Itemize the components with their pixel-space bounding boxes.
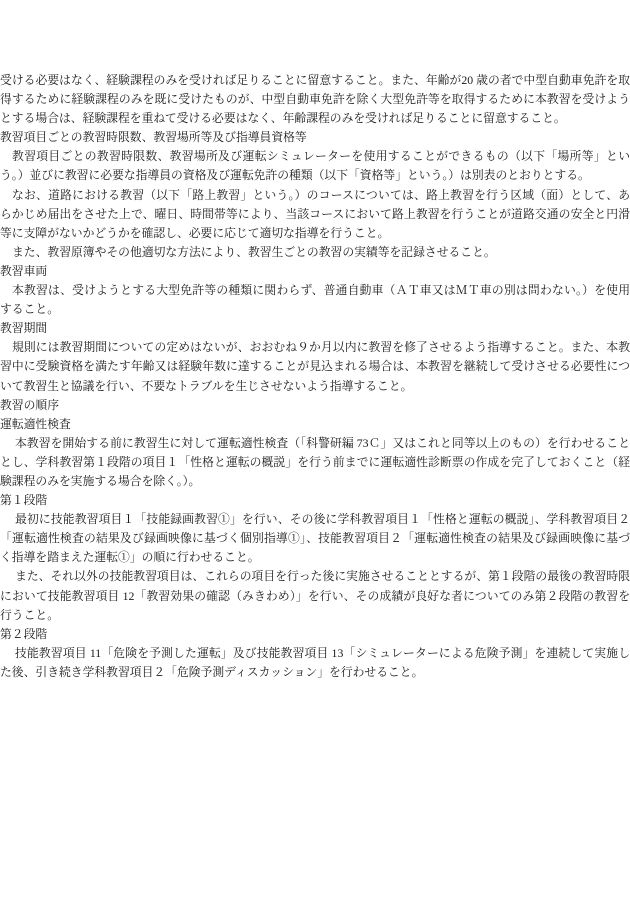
- paragraph: また、教習原簿やその他適切な方法により、教習生ごとの教習の実績等を記録させること。: [12, 244, 496, 259]
- item-title: 運転適性検査: [0, 416, 71, 431]
- sub-paragraph: 最初に技能教習項目１「技能録画教習①」を行い、その後に学科教習項目１「性格と運転の概説」、学科教習項目２「運転適性検査の結果及び録画映像に基づく個別指導①」、技能教習項目２「運転適性検査の結果及び録画映像に基づく指導を踏まえた運転①」の順に行わせること。: [0, 512, 630, 565]
- item-title: 教習期間: [0, 321, 48, 336]
- sub-item-heading: [0, 491, 630, 510]
- paragraph: 本教習は、受けようとする大型免許等の種類に関わらず、普通自動車（ＡＴ車又はＭＴ車の別は問わない。）を使用すること。: [0, 283, 630, 317]
- item-title: 教習の順序: [0, 397, 59, 412]
- item-heading: [0, 319, 630, 338]
- item-title: 教習項目ごとの教習時限数、教習場所等及び指導員資格等: [0, 130, 307, 145]
- sub-item-heading: [0, 415, 630, 434]
- item-heading: [0, 128, 630, 147]
- item-title: 教習車両: [0, 263, 48, 278]
- item-heading: [0, 396, 630, 415]
- paragraph: 規則には教習期間についての定めはないが、おおむね９か月以内に教習を修了させるよう指導すること。また、本教習中に受験資格を満たす年齢又は経験年数に達することが見込まれる場合は、本教習を継続して受けさせる必要性について教習生と協議を行い、不要なトラブルを生じさせないよう指導すること。: [0, 340, 630, 393]
- item-heading: [0, 262, 630, 281]
- paragraph: 教習項目ごとの教習時限数、教習場所及び運転シミュレーターを使用することができるもの（以下「場所等」という。）並びに教習に必要な指導員の資格及び運転免許の種類（以下「資格等」という。）は別表のとおりとする。: [0, 149, 630, 183]
- document-body: [0, 71, 630, 682]
- sub-paragraph: 本教習を開始する前に教習生に対して運転適性検査（「科警研編 73Ｃ」又はこれと同等以上のもの）を行わせることとし、学科教習第１段階の項目１「性格と運転の概説」を行う前までに運転適性診断票の作成を完了しておくこと（経験課程のみを実施する場合を除く。）。: [0, 435, 630, 488]
- paragraph-continued: 受ける必要はなく、経験課程のみを受ければ足りることに留意すること。また、年齢が20 歳の者で中型自動車免許を取得するために経験課程のみを既に受けたものが、中型自動車免許を除く大型免許等を取得するために本教習を受けようとする場合は、経験課程を重ねて受ける必要はなく、年齢課程のみを受ければ足りることに留意すること。: [0, 73, 630, 126]
- paragraph: なお、道路における教習（以下「路上教習」という。）のコースについては、路上教習を行う区域（面）として、あらかじめ届出をさせた上で、曜日、時間帯等により、当該コースにおいて路上教習を行うことが道路交通の安全と円滑等に支障がないかどうかを確認し、必要に応じて適切な指導を行うこと。: [0, 187, 630, 240]
- item-title: 第２段階: [0, 626, 48, 641]
- sub-paragraph: 技能教習項目 11「危険を予測した運転」及び技能教習項目 13「シミュレーターによる危険予測」を連続して実施した後、引き続き学科教習項目２「危険予測ディスカッション」を行わせること。: [0, 645, 630, 679]
- sub-item-heading: [0, 625, 630, 644]
- sub-paragraph: また、それ以外の技能教習項目は、これらの項目を行った後に実施させることとするが、第１段階の最後の教習時限において技能教習項目 12「教習効果の確認（みきわめ）」を行い、その成績が良好な者についてのみ第２段階の教習を行うこと。: [0, 569, 630, 622]
- item-title: 第１段階: [0, 493, 48, 508]
